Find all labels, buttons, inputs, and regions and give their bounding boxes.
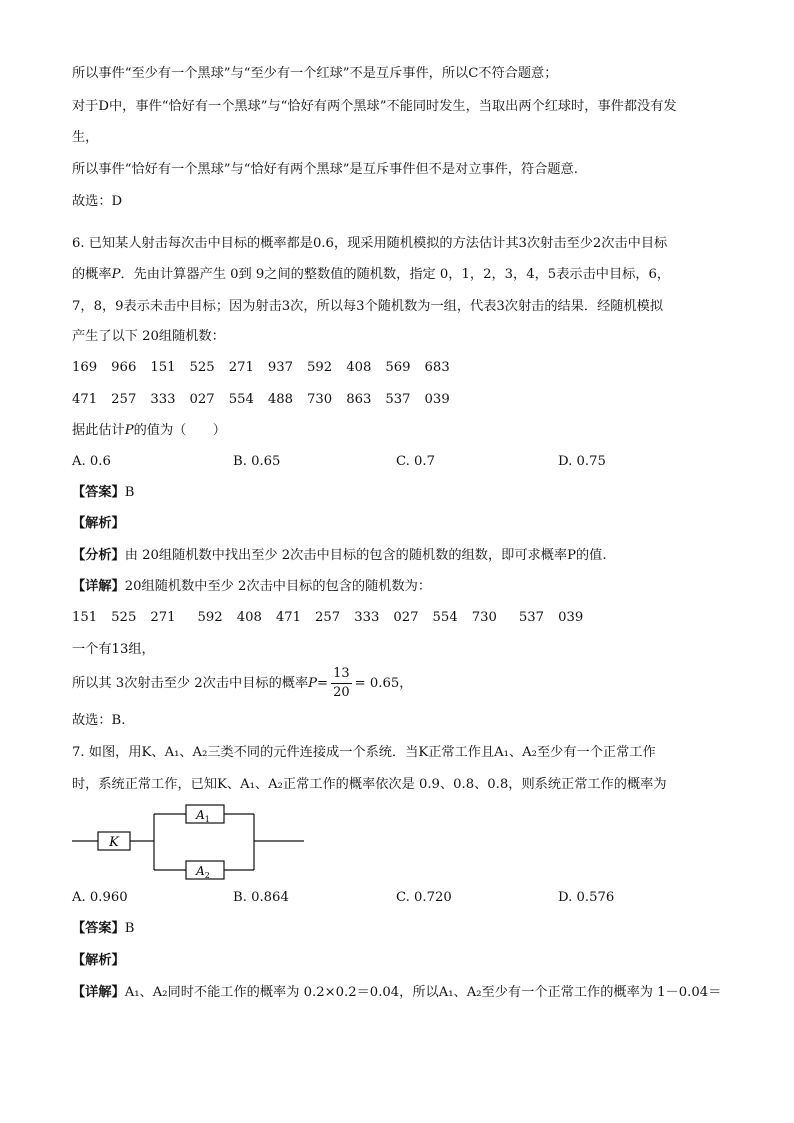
q6-question: 据此估计P的值为（ ）: [72, 423, 226, 438]
q7-option-a: A. 0.960: [72, 890, 128, 905]
q6-stem: 的概率P．先由计算器产生 0到 9之间的整数值的随机数，指定 0，1，2，3，4，5表示击中目标，6，: [72, 267, 671, 282]
q6-option-b: B. 0.65: [233, 454, 281, 469]
a1-label: $A_1$: [196, 808, 210, 824]
text-line: 对于D中，事件“恰好有一个黑球”与“恰好有两个黑球”不能同时发生，当取出两个红球时，事件都没有发: [72, 99, 677, 114]
q7-option-b: B. 0.864: [233, 890, 289, 905]
random-number-row: 169 966 151 525 271 937 592 408 569 683: [72, 360, 450, 375]
text-line: 故选：D: [72, 194, 123, 209]
q6-stem: 产生了以下 20组随机数：: [72, 329, 225, 344]
q6-answer: 【答案】B: [72, 485, 135, 500]
q6-fenxi: 【分析】由 20组随机数中找出至少 2次击中目标的包含的随机数的组数，即可求概率P的值.: [72, 548, 607, 563]
fraction: $\frac{13}{20}$: [333, 666, 350, 700]
q6-probability: 所以其 3次射击至少 2次击中目标的概率P= $\frac{13}{20}$ = 0.65，: [72, 666, 413, 700]
q7-answer: 【答案】B: [72, 921, 135, 936]
q7-stem: 7. 如图，用K、A₁、A₂三类不同的元件连接成一个系统．当K正常工作且A₁、A₂至少有一个正常工作: [72, 745, 656, 760]
q6-option-c: C. 0.7: [396, 454, 435, 469]
text-line: 所以事件“恰好有一个黑球”与“恰好有两个黑球”是互斥事件但不是对立事件，符合题意.: [72, 162, 578, 177]
q7-stem: 时，系统正常工作，已知K、A₁、A₂正常工作的概率依次是 0.9、0.8、0.8，则系统正常工作的概率为: [72, 777, 667, 792]
circuit-diagram: [72, 798, 312, 888]
q7-detail: 【详解】A₁、A₂同时不能工作的概率为 0.2×0.2＝0.04，所以A₁、A₂至少有一个正常工作的概率为 1－0.04＝: [72, 985, 722, 1000]
hit-number-row: 151 525 271 592 408 471 257 333 027 554 730 537 039: [72, 610, 584, 625]
q7-option-d: D. 0.576: [558, 890, 615, 905]
random-number-row: 471 257 333 027 554 488 730 863 537 039: [72, 392, 450, 407]
q6-choose: 故选：B.: [72, 713, 126, 728]
q6-stem: 7，8，9表示未击中目标；因为射击3次，所以每3个随机数为一组，代表3次射击的结果．经随机模拟: [72, 299, 664, 314]
q6-stem: 6. 已知某人射击每次击中目标的概率都是0.6，现采用随机模拟的方法估计其3次射击至少2次击中目标: [72, 236, 668, 251]
k-label: K: [109, 835, 119, 850]
a2-label: $A_2$: [196, 864, 210, 880]
q6-detail: 【详解】20组随机数中至少 2次击中目标的包含的随机数为：: [72, 579, 432, 594]
q6-count: 一个有13组，: [72, 642, 155, 657]
q6-option-d: D. 0.75: [558, 454, 606, 469]
q6-option-a: A. 0.6: [72, 454, 111, 469]
q7-analysis-heading: 【解析】: [72, 953, 125, 968]
text-line: 所以事件“至少有一个黑球”与“至少有一个红球”不是互斥事件，所以C不符合题意；: [72, 66, 558, 81]
text-line: 生，: [72, 130, 99, 145]
q6-analysis-heading: 【解析】: [72, 516, 125, 531]
q7-option-c: C. 0.720: [396, 890, 452, 905]
